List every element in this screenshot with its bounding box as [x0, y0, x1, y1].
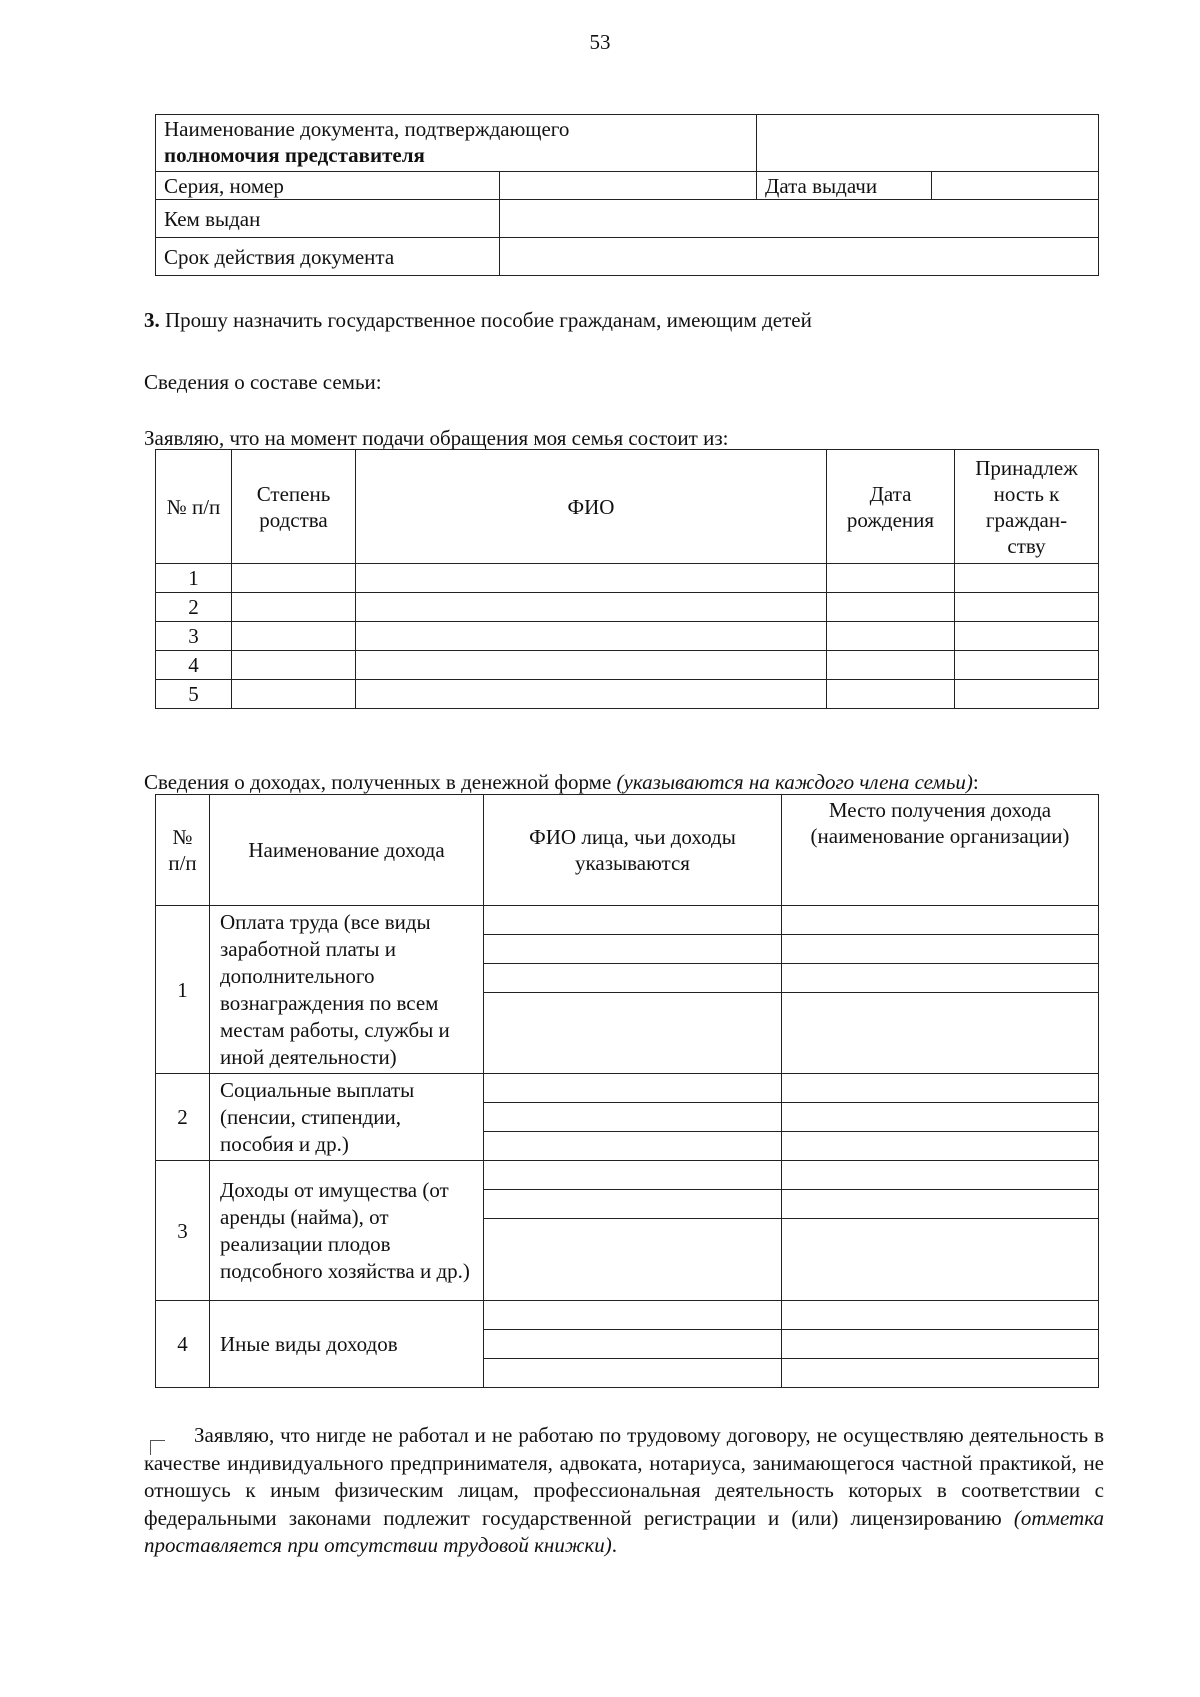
validity-label: Срок действия документа	[156, 238, 500, 276]
citizenship-cell[interactable]	[955, 622, 1099, 651]
place-cell[interactable]	[782, 1161, 1099, 1190]
section-3-text: 3. Прошу назначить государственное пособие гражданам, имеющим детей	[144, 308, 812, 332]
doc-name-label: Наименование документа, подтверждающего полномочия представителя	[156, 115, 757, 172]
table-row	[156, 680, 1099, 709]
income-type-label: Оплата труда (все виды заработной платы и дополнительного вознаграждения по всем местам работы, службы и иной деятельности)	[210, 906, 484, 1074]
income-header-num: № п/п	[156, 795, 210, 906]
fio-cell[interactable]	[356, 593, 827, 622]
fio-cell[interactable]	[484, 1132, 782, 1161]
row-number: 2	[156, 1074, 210, 1161]
family-header-fio: ФИО	[356, 450, 827, 564]
relation-cell[interactable]	[232, 622, 356, 651]
family-table	[155, 449, 1099, 709]
place-cell[interactable]	[782, 1190, 1099, 1219]
place-cell[interactable]	[782, 1359, 1099, 1388]
family-heading: Сведения о составе семьи:	[144, 370, 382, 394]
fio-cell[interactable]	[484, 1359, 782, 1388]
family-header-relation: Степень родства	[232, 450, 356, 564]
citizenship-cell[interactable]	[955, 564, 1099, 593]
fio-cell[interactable]	[356, 680, 827, 709]
income-type-label: Иные виды доходов	[210, 1301, 484, 1388]
income-table	[155, 794, 1099, 1388]
row-number: 1	[156, 906, 210, 1074]
income-type-label: Доходы от имущества (от аренды (найма), от реализации плодов подсобного хозяйства и др.)	[210, 1161, 484, 1301]
issued-by-field[interactable]	[500, 200, 1099, 238]
income-type-label: Социальные выплаты (пенсии, стипендии, пособия и др.)	[210, 1074, 484, 1161]
validity-field[interactable]	[500, 238, 1099, 276]
fio-cell[interactable]	[484, 1074, 782, 1103]
place-cell[interactable]	[782, 1301, 1099, 1330]
table-row	[156, 651, 1099, 680]
table-row	[156, 1301, 1099, 1330]
fio-cell[interactable]	[484, 1190, 782, 1219]
fio-cell[interactable]	[484, 906, 782, 935]
income-header-place: Место получения дохода (наименование организации)	[782, 795, 1099, 906]
relation-cell[interactable]	[232, 564, 356, 593]
row-number: 4	[156, 651, 232, 680]
doc-name-field[interactable]	[757, 115, 1099, 172]
series-label: Серия, номер	[156, 172, 500, 200]
table-row	[156, 564, 1099, 593]
fio-cell[interactable]	[484, 1103, 782, 1132]
place-cell[interactable]	[782, 964, 1099, 993]
citizenship-cell[interactable]	[955, 593, 1099, 622]
fio-cell[interactable]	[484, 993, 782, 1074]
table-row	[156, 906, 1099, 935]
place-cell[interactable]	[782, 1219, 1099, 1301]
relation-cell[interactable]	[232, 593, 356, 622]
fio-cell[interactable]	[356, 651, 827, 680]
income-header-fio: ФИО лица, чьи доходы указываются	[484, 795, 782, 906]
representative-document-table	[155, 114, 1099, 276]
fio-cell[interactable]	[484, 1219, 782, 1301]
place-cell[interactable]	[782, 1103, 1099, 1132]
row-number: 3	[156, 1161, 210, 1301]
place-cell[interactable]	[782, 993, 1099, 1074]
table-row	[156, 622, 1099, 651]
place-cell[interactable]	[782, 1330, 1099, 1359]
fio-cell[interactable]	[484, 1330, 782, 1359]
fio-cell[interactable]	[484, 1161, 782, 1190]
place-cell[interactable]	[782, 1074, 1099, 1103]
series-field[interactable]	[500, 172, 757, 200]
income-header-name: Наименование дохода	[210, 795, 484, 906]
fio-cell[interactable]	[484, 1301, 782, 1330]
citizenship-cell[interactable]	[955, 680, 1099, 709]
fio-cell[interactable]	[484, 964, 782, 993]
place-cell[interactable]	[782, 935, 1099, 964]
row-number: 5	[156, 680, 232, 709]
birth-cell[interactable]	[827, 564, 955, 593]
family-header-citizenship: Принадлеж ность к граждан-ству	[955, 450, 1099, 564]
row-number: 3	[156, 622, 232, 651]
table-row	[156, 593, 1099, 622]
relation-cell[interactable]	[232, 680, 356, 709]
issued-by-label: Кем выдан	[156, 200, 500, 238]
family-header-birth: Дата рождения	[827, 450, 955, 564]
issue-date-field[interactable]	[932, 172, 1099, 200]
declaration-text: Заявляю, что нигде не работал и не работаю по трудовому договору, не осуществляю деятельность в качестве индивидуального предпринимателя, адвоката, нотариуса, занимающегося частной практикой, не отношусь к иным физическим лицам, профессиональная деятельность которых в соответствии с федеральными законами подлежит государственной регистрации и (или) лицензированию (отметка проставляется при отсутствии трудовой книжки).	[144, 1423, 1104, 1557]
family-header-num: № п/п	[156, 450, 232, 564]
row-number: 1	[156, 564, 232, 593]
table-row	[156, 1161, 1099, 1190]
row-number: 2	[156, 593, 232, 622]
citizenship-cell[interactable]	[955, 651, 1099, 680]
fio-cell[interactable]	[356, 622, 827, 651]
income-intro: Сведения о доходах, полученных в денежной форме (указываются на каждого члена семьи):	[144, 770, 979, 794]
place-cell[interactable]	[782, 1132, 1099, 1161]
place-cell[interactable]	[782, 906, 1099, 935]
birth-cell[interactable]	[827, 651, 955, 680]
row-number: 4	[156, 1301, 210, 1388]
issue-date-label: Дата выдачи	[757, 172, 932, 200]
family-intro: Заявляю, что на момент подачи обращения моя семья состоит из:	[144, 426, 729, 450]
table-row	[156, 1074, 1099, 1103]
birth-cell[interactable]	[827, 593, 955, 622]
page-number: 53	[589, 30, 611, 54]
fio-cell[interactable]	[356, 564, 827, 593]
relation-cell[interactable]	[232, 651, 356, 680]
fio-cell[interactable]	[484, 935, 782, 964]
birth-cell[interactable]	[827, 622, 955, 651]
birth-cell[interactable]	[827, 680, 955, 709]
